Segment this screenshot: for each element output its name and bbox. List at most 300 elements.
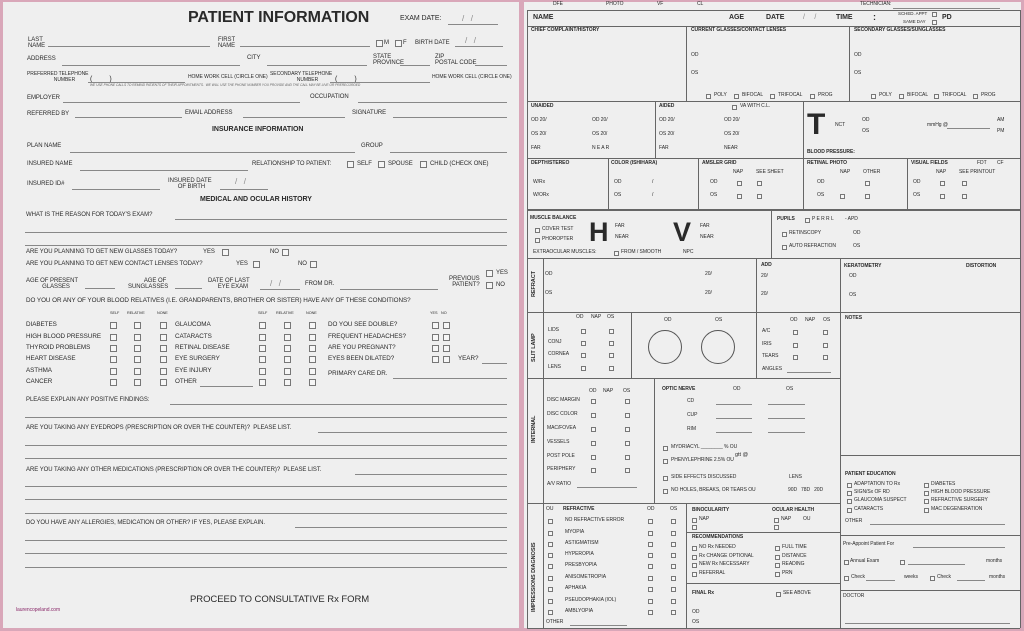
eyedrops-field[interactable] — [318, 432, 507, 433]
technician-label: TECHNICIAN: — [860, 1, 892, 8]
slit2-os-checkbox[interactable] — [823, 343, 828, 348]
relative-checkbox[interactable] — [284, 368, 291, 375]
date-slashes-label: / / — [235, 176, 246, 186]
doctor-signature-field[interactable] — [845, 623, 1010, 624]
conditions-a-item-label: ASTHMA — [26, 366, 52, 374]
av-label: A/V RATIO — [547, 481, 571, 488]
colon-label: : — [873, 12, 876, 23]
none-checkbox[interactable] — [160, 379, 167, 386]
impression-ou-checkbox[interactable] — [548, 599, 553, 604]
current-lens-checkbox[interactable] — [706, 94, 711, 99]
auto-label: AUTO REFRACTION — [789, 243, 836, 250]
see-above-checkbox[interactable] — [776, 592, 781, 597]
internal-os-checkbox[interactable] — [625, 468, 630, 473]
recommendation-checkbox[interactable] — [775, 555, 780, 560]
no-checkbox[interactable] — [443, 356, 450, 363]
internal-os-checkbox[interactable] — [625, 399, 630, 404]
self-checkbox[interactable] — [259, 356, 266, 363]
od20-label: OD 20/ — [659, 117, 675, 124]
zip-label: ZIP POSTAL CODE — [435, 53, 477, 67]
slit-od-checkbox[interactable] — [581, 341, 586, 346]
sched-appt-checkbox[interactable] — [932, 12, 937, 17]
od-label: OD — [692, 609, 700, 616]
slit-os-checkbox[interactable] — [609, 366, 614, 371]
divider — [527, 628, 1020, 629]
nap-label: NAP — [936, 169, 947, 176]
none-checkbox[interactable] — [160, 345, 167, 352]
education-other-field[interactable] — [870, 524, 1005, 525]
lens-vals-label: 90D 78D 20D — [788, 487, 824, 494]
impression-od-checkbox[interactable] — [648, 519, 653, 524]
apd-label: - APD — [845, 216, 858, 223]
far-label: FAR — [659, 145, 669, 152]
employer-field[interactable] — [63, 102, 300, 103]
secondary-lens-checkbox[interactable] — [871, 94, 876, 99]
recommendation-checkbox[interactable] — [692, 572, 697, 577]
secondary-lens-checkbox[interactable] — [899, 94, 904, 99]
education-checkbox[interactable] — [924, 499, 929, 504]
vf-os-nap-checkbox[interactable] — [940, 194, 945, 199]
self-checkbox[interactable] — [259, 334, 266, 341]
months-checkbox[interactable] — [900, 560, 905, 565]
last-name-field[interactable] — [48, 46, 210, 47]
twenty-label: 20/ — [761, 291, 768, 298]
age-glasses-field[interactable] — [85, 288, 115, 289]
slit2-os-checkbox[interactable] — [823, 330, 828, 335]
self-checkbox[interactable] — [110, 322, 117, 329]
impression-ou-checkbox[interactable] — [548, 553, 553, 558]
auto-refraction-checkbox[interactable] — [782, 245, 787, 250]
positive-findings-2-field[interactable] — [25, 417, 507, 418]
first-name-field[interactable] — [240, 46, 370, 47]
impression-os-checkbox[interactable] — [671, 542, 676, 547]
impression-ou-checkbox[interactable] — [548, 564, 553, 569]
col2-item-label: HIGH BLOOD PRESSURE — [931, 489, 991, 496]
od-label: OD — [691, 52, 699, 59]
none-checkbox[interactable] — [309, 368, 316, 375]
slit2-od-checkbox[interactable] — [793, 330, 798, 335]
impression-od-checkbox[interactable] — [648, 553, 653, 558]
cup-od-field[interactable] — [716, 418, 752, 419]
address-label: ADDRESS — [27, 55, 56, 62]
slit2-od-checkbox[interactable] — [793, 343, 798, 348]
yes-checkbox[interactable] — [432, 334, 439, 341]
self-checkbox[interactable] — [110, 368, 117, 375]
none-checkbox[interactable] — [160, 356, 167, 363]
reason-2-field[interactable] — [25, 232, 507, 233]
relative-checkbox[interactable] — [284, 334, 291, 341]
h-label: H — [589, 217, 609, 248]
eyedrops-3-field[interactable] — [25, 458, 507, 459]
impression-ou-checkbox[interactable] — [548, 610, 553, 615]
glasses-no-checkbox[interactable] — [282, 249, 289, 256]
col-relative-label: RELATIVE — [276, 310, 294, 315]
secondary-label: SECONDARY GLASSES/SUNGLASSES — [854, 27, 946, 34]
angles-field[interactable] — [787, 372, 831, 373]
internal-od-checkbox[interactable] — [591, 455, 596, 460]
perrl-checkbox[interactable] — [805, 218, 810, 223]
impression-ou-checkbox[interactable] — [548, 531, 553, 536]
relative-checkbox[interactable] — [134, 345, 141, 352]
internal-os-checkbox[interactable] — [625, 427, 630, 432]
rim-od-field[interactable] — [716, 432, 752, 433]
technician-field[interactable] — [893, 8, 1000, 9]
referred-by-label: REFERRED BY — [27, 110, 70, 117]
allergies-2-field[interactable] — [25, 540, 507, 541]
slit2-od-checkbox[interactable] — [793, 355, 798, 360]
relative-checkbox[interactable] — [284, 356, 291, 363]
email-field[interactable] — [243, 117, 345, 118]
yes-checkbox[interactable] — [432, 345, 439, 352]
previous-yes-checkbox[interactable] — [486, 270, 493, 277]
worx-label: W/ORx — [533, 192, 549, 199]
current-lens-checkbox[interactable] — [810, 94, 815, 99]
education-checkbox[interactable] — [924, 491, 929, 496]
exam-date-field[interactable] — [448, 24, 498, 25]
slit-od-checkbox[interactable] — [581, 353, 586, 358]
impression-os-checkbox[interactable] — [671, 587, 676, 592]
photo-os-other-checkbox[interactable] — [865, 194, 870, 199]
self-checkbox[interactable] — [259, 368, 266, 375]
spouse-checkbox[interactable] — [378, 161, 385, 168]
same-day-checkbox[interactable] — [932, 20, 937, 25]
slit-od-checkbox[interactable] — [581, 329, 586, 334]
amsler-os-sheet-checkbox[interactable] — [757, 194, 762, 199]
divider — [803, 101, 804, 158]
current-label: CURRENT GLASSES/CONTACT LENSES — [691, 27, 787, 34]
impression-os-checkbox[interactable] — [671, 553, 676, 558]
col1-item-label: GLAUCOMA SUSPECT — [854, 497, 907, 504]
yes-checkbox[interactable] — [432, 322, 439, 329]
internal-od-checkbox[interactable] — [591, 413, 596, 418]
medications-2-field[interactable] — [25, 486, 507, 487]
group-label: GROUP — [361, 142, 383, 149]
impression-od-checkbox[interactable] — [648, 587, 653, 592]
weeks-label: weeks — [904, 574, 918, 581]
recommendation-checkbox[interactable] — [775, 563, 780, 568]
impression-od-checkbox[interactable] — [648, 542, 653, 547]
none-checkbox[interactable] — [309, 345, 316, 352]
insured-id-field[interactable] — [72, 189, 160, 190]
section-heading: MEDICAL AND OCULAR HISTORY — [200, 196, 312, 204]
slit-os-checkbox[interactable] — [609, 353, 614, 358]
impression-os-checkbox[interactable] — [671, 599, 676, 604]
state-label: STATE PROVINCE — [373, 53, 404, 67]
eyedrops-2-field[interactable] — [25, 445, 507, 446]
check-weeks-checkbox[interactable] — [844, 576, 849, 581]
previous-no-checkbox[interactable] — [486, 282, 493, 289]
vf-od-printout-checkbox[interactable] — [962, 181, 967, 186]
self-checkbox[interactable] — [259, 379, 266, 386]
internal-od-checkbox[interactable] — [591, 468, 596, 473]
binocularity-checkbox[interactable] — [692, 525, 697, 530]
see-printout-label: SEE PRINTOUT — [959, 169, 996, 176]
amsler-os-nap-checkbox[interactable] — [737, 194, 742, 199]
impression-od-checkbox[interactable] — [648, 576, 653, 581]
contacts-no-checkbox[interactable] — [310, 261, 317, 268]
slashes-label: / / — [803, 14, 817, 22]
title-label: RECOMMENDATIONS — [692, 534, 744, 541]
ocular-checkbox[interactable] — [774, 525, 779, 530]
female-checkbox[interactable] — [395, 40, 402, 47]
recommendation-checkbox[interactable] — [692, 555, 697, 560]
internal-od-checkbox[interactable] — [591, 441, 596, 446]
impression-od-checkbox[interactable] — [648, 599, 653, 604]
impression-od-checkbox[interactable] — [648, 564, 653, 569]
conditions-b-item-label: EYE SURGERY — [175, 354, 220, 362]
vf-os-printout-checkbox[interactable] — [962, 194, 967, 199]
city-label: CITY — [247, 54, 261, 61]
title-label: BINOCULARITY — [692, 507, 730, 514]
title-label: PATIENT EDUCATION — [845, 471, 896, 478]
impression-os-checkbox[interactable] — [671, 576, 676, 581]
conditions-a-item-label: CANCER — [26, 377, 53, 385]
self-checkbox[interactable] — [347, 161, 354, 168]
rim-os-field[interactable] — [768, 432, 805, 433]
no-checkbox[interactable] — [443, 345, 450, 352]
mydriacyl-checkbox[interactable] — [663, 446, 668, 451]
impression-od-checkbox[interactable] — [648, 610, 653, 615]
impression-os-checkbox[interactable] — [671, 519, 676, 524]
months2-field[interactable] — [957, 580, 985, 581]
primary-care-dr-field[interactable] — [393, 378, 507, 379]
slit-os-checkbox[interactable] — [609, 329, 614, 334]
lens-types-item-label: TRIFOCAL — [942, 92, 967, 99]
slit-od-checkbox[interactable] — [581, 366, 586, 371]
col1-item-label: Rx CHANGE OPTIONAL — [699, 553, 754, 560]
self-checkbox[interactable] — [259, 345, 266, 352]
divider — [840, 590, 1020, 591]
ocular-label: OCULAR HEALTH — [772, 507, 815, 514]
iop-time-field[interactable] — [947, 128, 990, 129]
binocularity-nap-checkbox[interactable] — [692, 518, 697, 523]
relative-checkbox[interactable] — [134, 322, 141, 329]
cover-test-checkbox[interactable] — [535, 228, 540, 233]
conditions-a-item-label: HEART DISEASE — [26, 354, 76, 362]
recommendation-checkbox[interactable] — [692, 563, 697, 568]
medications-label: ARE YOU TAKING ANY OTHER MEDICATIONS (PRESCRIPTION OR OVER THE COUNTER)? PLEASE LIST. — [26, 466, 322, 473]
positive-findings-field[interactable] — [170, 404, 507, 405]
impression-ou-checkbox[interactable] — [548, 576, 553, 581]
medications-4-field[interactable] — [25, 513, 507, 514]
slit-os-checkbox[interactable] — [609, 341, 614, 346]
od-label: OD — [710, 179, 718, 186]
education-checkbox[interactable] — [847, 508, 852, 513]
ocular-nap-checkbox[interactable] — [774, 518, 779, 523]
cd-od-field[interactable] — [716, 404, 752, 405]
relative-checkbox[interactable] — [134, 334, 141, 341]
no-holes-checkbox[interactable] — [663, 489, 668, 494]
dilated-year-field[interactable] — [482, 363, 507, 364]
none-checkbox[interactable] — [160, 368, 167, 375]
questions-item-label: DO YOU SEE DOUBLE? — [328, 320, 398, 328]
impression-os-checkbox[interactable] — [671, 610, 676, 615]
weeks-field[interactable] — [866, 580, 895, 581]
plan-name-field[interactable] — [70, 152, 355, 153]
self-checkbox[interactable] — [110, 379, 117, 386]
slit2-os-checkbox[interactable] — [823, 355, 828, 360]
pre-appoint-field[interactable] — [913, 547, 1005, 548]
phenylephrine-checkbox[interactable] — [663, 459, 668, 464]
pd-label: PD — [942, 14, 952, 22]
zip-field[interactable] — [475, 65, 507, 66]
impression-os-checkbox[interactable] — [671, 564, 676, 569]
internal-os-checkbox[interactable] — [625, 455, 630, 460]
no-checkbox[interactable] — [443, 322, 450, 329]
occupation-field[interactable] — [358, 102, 507, 103]
internal-od-checkbox[interactable] — [591, 427, 596, 432]
relative-checkbox[interactable] — [134, 356, 141, 363]
internal-os-checkbox[interactable] — [625, 413, 630, 418]
vf-od-nap-checkbox[interactable] — [940, 181, 945, 186]
secondary-lens-checkbox[interactable] — [973, 94, 978, 99]
od-eye-diagram[interactable] — [648, 330, 682, 364]
os-eye-diagram[interactable] — [701, 330, 735, 364]
phoropter-checkbox[interactable] — [535, 238, 540, 243]
insured-name-field[interactable] — [80, 170, 248, 171]
ou-label: OU — [803, 516, 811, 523]
from-dr-field[interactable] — [340, 289, 438, 290]
impression-od-checkbox[interactable] — [648, 531, 653, 536]
recommendation-checkbox[interactable] — [775, 546, 780, 551]
education-checkbox[interactable] — [924, 508, 929, 513]
col1-item-label: SIGN/Sx OF RD — [854, 489, 890, 496]
city-field[interactable] — [267, 65, 367, 66]
impression-other-field[interactable] — [570, 625, 627, 626]
questions-item-label: EYES BEEN DILATED? — [328, 354, 395, 362]
nct-label: NCT — [835, 122, 846, 129]
address-field[interactable] — [62, 65, 240, 66]
relative-checkbox[interactable] — [134, 368, 141, 375]
state-field[interactable] — [400, 65, 430, 66]
reason-field[interactable] — [175, 219, 507, 220]
months-field[interactable] — [908, 564, 965, 565]
allergies-3-field[interactable] — [25, 553, 507, 554]
male-checkbox[interactable] — [376, 40, 383, 47]
photo-os-nap-checkbox[interactable] — [840, 194, 845, 199]
education-checkbox[interactable] — [924, 483, 929, 488]
medications-field[interactable] — [355, 474, 507, 475]
child-checkbox[interactable] — [420, 161, 427, 168]
amsler-od-sheet-checkbox[interactable] — [757, 181, 762, 186]
education-checkbox[interactable] — [847, 491, 852, 496]
items-item-label: HYPEROPIA — [565, 551, 594, 558]
amsler-od-nap-checkbox[interactable] — [737, 181, 742, 186]
photo-od-other-checkbox[interactable] — [865, 181, 870, 186]
home-work-cell-label: HOME WORK CELL (CIRCLE ONE) — [432, 74, 512, 81]
relative-checkbox[interactable] — [134, 379, 141, 386]
from-smooth-checkbox[interactable] — [614, 251, 619, 256]
last-exam-field[interactable] — [260, 289, 300, 290]
group-field[interactable] — [390, 152, 507, 153]
no-checkbox[interactable] — [443, 334, 450, 341]
none-checkbox[interactable] — [309, 334, 316, 341]
medications-3-field[interactable] — [25, 499, 507, 500]
relative-checkbox[interactable] — [284, 322, 291, 329]
col2-item-label: REFRACTIVE SURGERY — [931, 497, 988, 504]
divider — [631, 312, 632, 378]
col-none-label: NONE — [306, 310, 317, 315]
none-checkbox[interactable] — [160, 334, 167, 341]
divider — [907, 158, 908, 209]
q-contacts-label: ARE YOU PLANNING TO GET NEW CONTACT LENSES TODAY? — [26, 260, 203, 267]
cover-label: COVER TEST — [542, 226, 574, 233]
recommendation-checkbox[interactable] — [692, 546, 697, 551]
self-checkbox[interactable] — [259, 322, 266, 329]
age-label: AGE — [729, 14, 745, 22]
other-condition-field[interactable] — [200, 386, 253, 387]
education-checkbox[interactable] — [847, 483, 852, 488]
secondary-lens-checkbox[interactable] — [934, 94, 939, 99]
glasses-yes-checkbox[interactable] — [222, 249, 229, 256]
self-checkbox[interactable] — [110, 356, 117, 363]
impression-os-checkbox[interactable] — [671, 531, 676, 536]
impression-ou-checkbox[interactable] — [548, 587, 553, 592]
relatives-q-label: DO YOU OR ANY OF YOUR BLOOD RELATIVES (I.E. GRANDPARENTS, BROTHER OR SISTER) HAVE ANY OF THESE CONDITIONS? — [26, 296, 411, 304]
referred-by-field[interactable] — [75, 117, 182, 118]
relative-checkbox[interactable] — [284, 345, 291, 352]
none-checkbox[interactable] — [309, 379, 316, 386]
va-with-cl-checkbox[interactable] — [732, 105, 737, 110]
self-checkbox[interactable] — [110, 345, 117, 352]
divider — [686, 532, 840, 533]
education-checkbox[interactable] — [847, 499, 852, 504]
impression-ou-checkbox[interactable] — [548, 542, 553, 547]
nap-label: NAP — [781, 516, 792, 523]
unaided-label: UNAIDED — [531, 103, 554, 110]
av-ratio-field[interactable] — [577, 487, 637, 488]
recommendation-checkbox[interactable] — [775, 572, 780, 577]
none-checkbox[interactable] — [309, 356, 316, 363]
watermark: laurencopeland.com — [16, 607, 61, 614]
internal-os-checkbox[interactable] — [625, 441, 630, 446]
cd-os-field[interactable] — [768, 404, 805, 405]
allergies-4-field[interactable] — [25, 567, 507, 568]
contacts-yes-checkbox[interactable] — [253, 261, 260, 268]
col2-item-label: DIABETES — [931, 481, 956, 488]
divider — [543, 258, 544, 628]
birth-date-field[interactable] — [455, 46, 503, 47]
nap-label: NAP — [591, 314, 602, 321]
current-lens-checkbox[interactable] — [734, 94, 739, 99]
cup-os-field[interactable] — [768, 418, 805, 419]
title-label: PUPILS — [777, 216, 795, 223]
impression-ou-checkbox[interactable] — [548, 519, 553, 524]
os-label: OS — [715, 317, 723, 324]
divider — [840, 258, 841, 628]
signature-field[interactable] — [393, 117, 507, 118]
internal-od-checkbox[interactable] — [591, 399, 596, 404]
retinoscopy-checkbox[interactable] — [782, 232, 787, 237]
cl-label: CL — [697, 1, 704, 8]
allergies-field[interactable] — [295, 527, 507, 528]
age-sunglasses-field[interactable] — [175, 288, 202, 289]
annual-exam-checkbox[interactable] — [844, 560, 849, 565]
side-effects-checkbox[interactable] — [663, 476, 668, 481]
reason-3-field[interactable] — [25, 245, 507, 246]
other-label: OTHER — [845, 518, 863, 525]
none-checkbox[interactable] — [309, 322, 316, 329]
amsler-label: AMSLER GRID — [702, 160, 737, 167]
relative-checkbox[interactable] — [284, 379, 291, 386]
self-checkbox[interactable] — [110, 334, 117, 341]
check-months-checkbox[interactable] — [930, 576, 935, 581]
items-item-label: CONJ — [548, 339, 562, 346]
none-checkbox[interactable] — [160, 322, 167, 329]
yes-checkbox[interactable] — [432, 356, 439, 363]
insured-dob-field[interactable] — [220, 189, 268, 190]
current-lens-checkbox[interactable] — [770, 94, 775, 99]
